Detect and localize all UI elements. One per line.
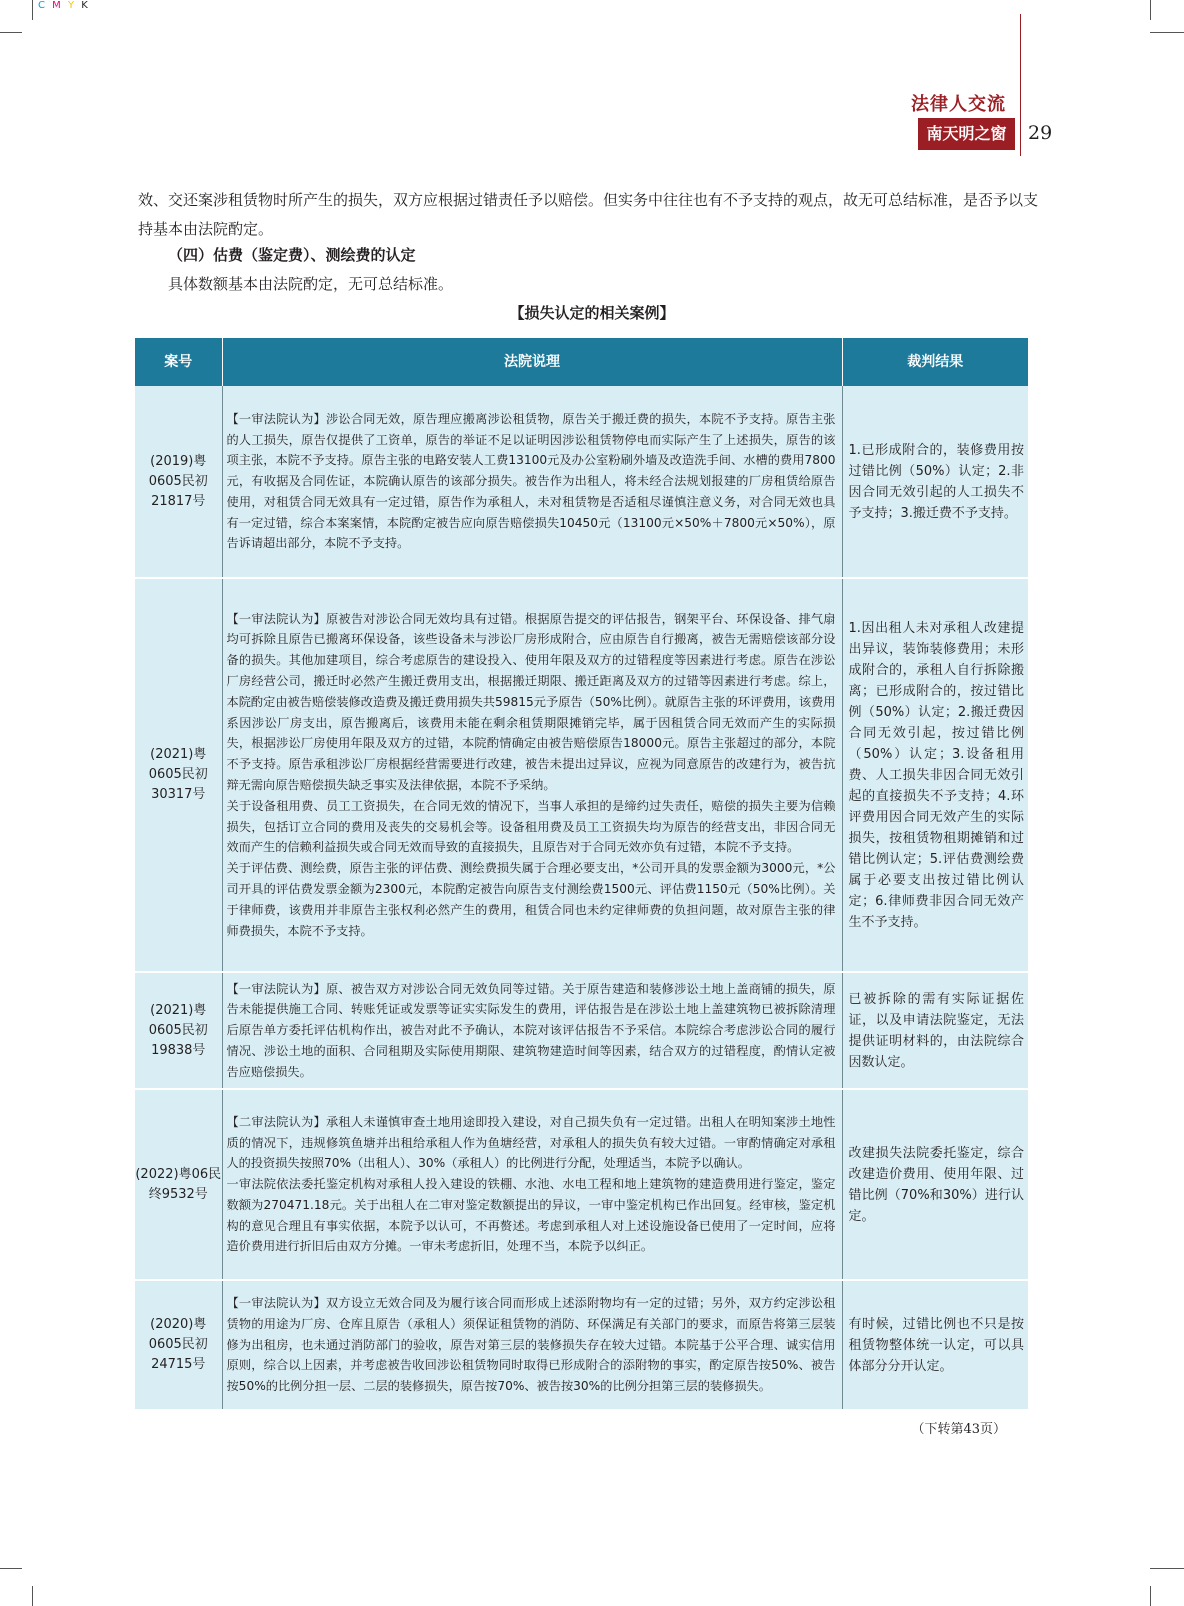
reasoning-paragraph: 【二审法院认为】承租人未谨慎审查土地用途即投入建设，对自己损失负有一定过错。出租人在明知案涉土地性质的情况下，违规修筑鱼塘并出租给承租人作为鱼塘经营，对承租人的损失负有较大过错。一审酌情确定对承租人的投资损失按照70%（出租人）、30%（承租人）的比例进行分配，处理适当，本院予以确认。 [226, 1114, 836, 1171]
table-row [135, 1089, 1028, 1280]
header-column-label: 南天明之窗 [918, 118, 1015, 150]
case-number-cell: (2021)粤0605民初30317号 [135, 578, 222, 972]
reasoning-cell [222, 972, 842, 1089]
cmyk-print-marks [38, 0, 90, 12]
table-row [135, 972, 1028, 1089]
crop-mark [1150, 32, 1184, 33]
result-cell: 有时候，过错比例也不只是按租赁物整体统一认定，可以具体部分分开认定。 [842, 1280, 1028, 1410]
table-row [135, 1280, 1028, 1410]
result-cell: 已被拆除的需有实际证据佐证，以及申请法院鉴定，无法提供证明材料的，由法院综合因数认定。 [842, 972, 1028, 1089]
crop-mark [0, 32, 22, 33]
case-number-cell: (2020)粤0605民初24715号 [135, 1280, 222, 1410]
cmyk-letter: K [81, 0, 90, 11]
crop-mark [32, 1586, 33, 1606]
reasoning-paragraph: 一审法院依法委托鉴定机构对承租人投入建设的铁棚、水池、水电工程和地上建筑物的建造费用进行鉴定，鉴定数额为270471.18元。关于出租人在二审对鉴定数额提出的异议，一审中鉴定机构已作出回复。经审核，鉴定机构的意见合理且有事实依据，本院予以认可，不再赘述。考虑到承租人对上述设施设备已使用了一定时间，应将造价费用进行折旧后由双方分摊。一审未考虑折旧，处理不当，本院予以纠正。 [226, 1177, 836, 1254]
reasoning-cell [222, 1280, 842, 1410]
section-heading: （四）估费（鉴定费）、测绘费的认定 [168, 246, 416, 264]
cases-table [135, 338, 1028, 1411]
result-cell: 改建损失法院委托鉴定，综合改建造价费用、使用年限、过错比例（70%和30%）进行认定。 [842, 1089, 1028, 1280]
column-header-result: 裁判结果 [842, 338, 1028, 386]
reasoning-paragraph: 【一审法院认为】原被告对涉讼合同无效均具有过错。根据原告提交的评估报告，钢架平台、环保设备、排气扇均可拆除且原告已搬离环保设备，该些设备未与涉讼厂房形成附合，应由原告自行搬离，被告无需赔偿该部分设备的损失。其他加建项目，综合考虑原告的建设投入、使用年限及双方的过错程度等因素进行考虑。原告在涉讼厂房经营公司，搬迁时必然产生搬迁费用支出，根据搬迁期限、搬迁距离及双方的过错等因素进行考虑。综上，本院酌定由被告赔偿装修改造费及搬迁费用损失共59815元予原告（50%比例）。就原告主张的环评费用，该费用系因涉讼厂房支出，原告搬离后，该费用未能在剩余租赁期限摊销完毕，属于因租赁合同无效而产生的实际损失，根据涉讼厂房使用年限及双方的过错，本院酌情确定由被告赔偿原告18000元。原告主张超过的部分，本院不予支持。原告承租涉讼厂房根据经营需要进行改建，被告未提出过异议，应视为同意原告的改建行为，被告抗辩无需向原告赔偿损失缺乏事实及法律依据，本院不予采纳。 [226, 611, 836, 792]
header-section-title: 法律人交流 [911, 94, 1006, 115]
reasoning-paragraph: 【一审法院认为】原、被告双方对涉讼合同无效负同等过错。关于原告建造和装修涉讼土地上盖商铺的损失，原告未能提供施工合同、转账凭证或发票等证实实际发生的费用，评估报告是在涉讼土地上盖建筑物已被拆除清理后原告单方委托评估机构作出，被告对此不予确认，本院对该评估报告不予采信。本院综合考虑涉讼合同的履行情况、涉讼土地的面积、合同租期及实际使用期限、建筑物建造时间等因素，结合双方的过错程度，酌情认定被告应赔偿损失。 [226, 981, 836, 1079]
table-caption: 【损失认定的相关案例】 [509, 304, 675, 322]
case-number-cell: (2021)粤0605民初19838号 [135, 972, 222, 1089]
reasoning-cell [222, 578, 842, 972]
table-header-row [135, 338, 1028, 386]
reasoning-cell [222, 1089, 842, 1280]
crop-mark [1150, 1568, 1184, 1569]
crop-mark [0, 1568, 22, 1569]
table-row [135, 386, 1028, 578]
cmyk-letter: Y [68, 0, 77, 11]
reasoning-paragraph: 关于评估费、测绘费，原告主张的评估费、测绘费损失属于合理必要支出，*公司开具的发票金额为3000元，*公司开具的评估费发票金额为2300元，本院酌定被告向原告支付测绘费1500元、评估费1150元（50%比例）。关于律师费，该费用并非原告主张权利必然产生的费用，租赁合同也未约定律师费的负担问题，故对原告主张的律师费损失，本院不予支持。 [226, 861, 836, 938]
continued-note: （下转第43页） [911, 1422, 1006, 1437]
case-number-cell: (2022)粤06民终9532号 [135, 1089, 222, 1280]
result-cell: 1.已形成附合的，装修费用按过错比例（50%）认定；2.非因合同无效引起的人工损失不予支持；3.搬迁费不予支持。 [842, 386, 1028, 578]
crop-mark [1150, 0, 1151, 20]
crop-mark [1150, 1586, 1151, 1606]
reasoning-paragraph: 【一审法院认为】双方设立无效合同及为履行该合同而形成上述添附物均有一定的过错；另外，双方约定涉讼租赁物的用途为厂房、仓库且原告（承租人）须保证租赁物的消防、环保满足有关部门的要求，而原告将第三层装修为出租房，也未通过消防部门的验收，原告对第三层的装修损失存在较大过错。本院基于公平合理、诚实信用原则，综合以上因素，并考虑被告收回涉讼租赁物同时取得已形成附合的添附物的事实，酌定原告按50%、被告按50%的比例分担一层、二层的装修损失，原告按70%、被告按30%的比例分担第三层的装修损失。 [226, 1296, 836, 1394]
body-paragraph: 具体数额基本由法院酌定，无可总结标准。 [168, 275, 454, 293]
page-number: 29 [1028, 122, 1053, 144]
header-divider [1020, 14, 1021, 156]
reasoning-paragraph: 关于设备租用费、员工工资损失，在合同无效的情况下，当事人承担的是缔约过失责任，赔偿的损失主要为信赖损失，包括订立合同的费用及丧失的交易机会等。设备租用费及员工工资损失均为原告的经营支出，非因合同无效而产生的信赖利益损失或合同无效而导致的直接损失，且原告对于合同无效亦负有过错，本院不予支持。 [226, 798, 836, 855]
column-header-reasoning: 法院说理 [222, 338, 842, 386]
cmyk-letter: C [38, 0, 47, 11]
reasoning-paragraph: 【一审法院认为】涉讼合同无效，原告理应搬离涉讼租赁物，原告关于搬迁费的损失，本院不予支持。原告主张的人工损失，原告仅提供了工资单，原告的举证不足以证明因涉讼租赁物停电而实际产生了上述损失，原告的该项主张，本院不予支持。原告主张的电路安装人工费13100元及办公室粉刷外墙及改造洗手间、水槽的费用7800元，有收据及合同佐证，本院确认原告的该部分损失。被告作为出租人，将未经合法规划报建的厂房租赁给原告使用，对租赁合同无效具有一定过错，原告作为承租人，未对租赁物是否适租尽谨慎注意义务，对合同无效也具有一定过错，综合本案案情，本院酌定被告应向原告赔偿损失10450元（13100元×50%＋7800元×50%），原告诉请超出部分，本院不予支持。 [226, 411, 836, 551]
table-row [135, 578, 1028, 972]
case-number-cell: (2019)粤0605民初21817号 [135, 386, 222, 578]
body-paragraph: 效、交还案涉租赁物时所产生的损失，双方应根据过错责任予以赔偿。但实务中往往也有不予支持的观点，故无可总结标准，是否予以支持基本由法院酌定。 [138, 191, 1039, 238]
column-header-case-no: 案号 [135, 338, 222, 386]
cmyk-letter: M [52, 0, 63, 11]
reasoning-cell [222, 386, 842, 578]
result-cell: 1.因出租人未对承租人改建提出异议，装饰装修费用；未形成附合的，承租人自行拆除搬离；已形成附合的，按过错比例（50%）认定；2.搬迁费因合同无效引起，按过错比例（50%）认定；3.设备租用费、人工损失非因合同无效引起的直接损失不予支持；4.环评费用因合同无效产生的实际损失，按租赁物租期摊销和过错比例认定；5.评估费测绘费属于必要支出按过错比例认定；6.律师费非因合同无效产生不予支持。 [842, 578, 1028, 972]
crop-mark [32, 0, 33, 20]
